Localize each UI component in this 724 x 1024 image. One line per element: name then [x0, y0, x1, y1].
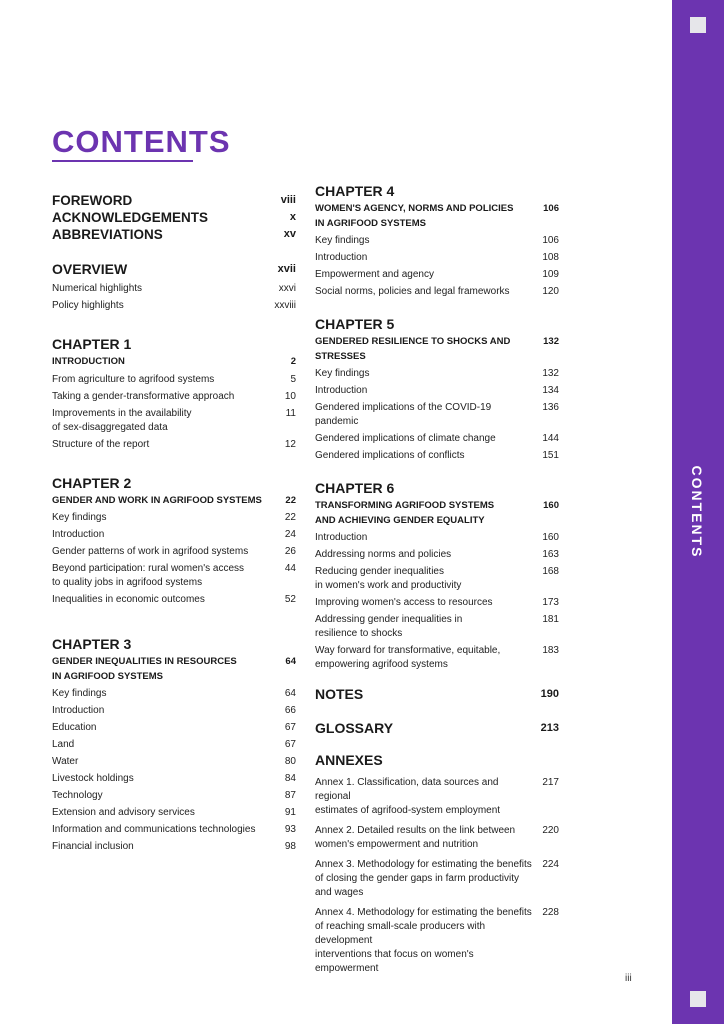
chapter-3-list: [52, 687, 296, 854]
toc-item[interactable]: [315, 824, 559, 852]
chapter-1-label: CHAPTER 1: [52, 336, 132, 352]
chapter-6-title-row[interactable]: [315, 499, 559, 528]
item-title: Gendered implications of climate change: [315, 433, 496, 444]
item-page: xxvi: [278, 283, 296, 294]
item-page: 183: [542, 645, 559, 656]
toc-item[interactable]: [52, 407, 296, 435]
toc-item[interactable]: [52, 562, 296, 590]
sidebar-label: CONTENTS: [689, 465, 705, 559]
section-title: OVERVIEW: [52, 261, 128, 277]
item-page: 134: [542, 385, 559, 396]
item-page: 160: [542, 532, 559, 543]
item-title: Key findings: [52, 688, 107, 699]
entry-page: xv: [283, 228, 296, 240]
item-page: 22: [284, 512, 296, 523]
toc-item[interactable]: [52, 823, 296, 837]
item-title: Reducing gender inequalities in women's work and productivity: [315, 566, 462, 591]
section-page: 190: [540, 688, 559, 700]
chapter-2-title-row[interactable]: [52, 494, 296, 509]
entry-title: ACKNOWLEDGEMENTS: [52, 210, 208, 225]
item-title: Livestock holdings: [52, 773, 134, 784]
annex-list: [315, 776, 559, 976]
chapter-4-label: CHAPTER 4: [315, 183, 395, 199]
chapter-title: GENDERED RESILIENCE TO SHOCKS AND STRESSES: [315, 336, 511, 362]
item-title: Improvements in the availability of sex-disaggregated data: [52, 407, 192, 433]
section-page: xvii: [277, 263, 296, 275]
toc-item[interactable]: [52, 755, 296, 769]
item-title: Introduction: [52, 529, 105, 540]
item-page: 98: [284, 841, 296, 852]
toc-item[interactable]: [315, 596, 559, 610]
toc-item[interactable]: [315, 432, 559, 446]
toc-item[interactable]: [315, 565, 559, 593]
entry-page: viii: [280, 194, 296, 206]
item-title: Introduction: [315, 252, 368, 263]
item-title: Beyond participation: rural women's access to quality jobs in agrifood systems: [52, 563, 245, 588]
toc-item[interactable]: [315, 384, 559, 398]
toc-item[interactable]: [315, 251, 559, 265]
item-page: 67: [284, 739, 296, 750]
item-title: Annex 2. Detailed results on the link between women's empowerment and nutrition: [315, 825, 516, 850]
toc-entry-acknowledgements[interactable]: [52, 209, 296, 226]
toc-entry-abbreviations[interactable]: [52, 226, 296, 243]
item-title: Way forward for transformative, equitable, empowering agrifood systems: [315, 645, 501, 670]
item-title: Financial inclusion: [52, 841, 134, 852]
item-title: Technology: [52, 790, 103, 801]
item-page: 217: [542, 777, 559, 788]
toc-right-column: [315, 182, 559, 976]
section-page: 213: [540, 722, 559, 734]
toc-item[interactable]: [52, 593, 296, 607]
chapter-3-label: CHAPTER 3: [52, 636, 132, 652]
entry-page: x: [289, 211, 296, 223]
toc-item[interactable]: [315, 449, 559, 463]
chapter-page: 64: [285, 656, 296, 667]
toc-item[interactable]: [315, 858, 559, 900]
item-title: Empowerment and agency: [315, 269, 434, 280]
item-page: 24: [284, 529, 296, 540]
item-page: 173: [542, 597, 559, 608]
page-title: CONTENTS: [52, 124, 231, 159]
item-page: 151: [542, 450, 559, 461]
item-page: 228: [542, 907, 559, 918]
item-page: 106: [542, 235, 559, 246]
chapter-page: 132: [543, 336, 559, 347]
item-page: 168: [542, 566, 559, 577]
toc-item[interactable]: [52, 299, 296, 313]
item-title: Inequalities in economic outcomes: [52, 594, 205, 605]
item-page: 93: [284, 824, 296, 835]
toc-item[interactable]: [315, 613, 559, 641]
section-title: ANNEXES: [315, 752, 383, 768]
toc-item[interactable]: [52, 789, 296, 803]
toc-item[interactable]: [52, 528, 296, 542]
item-page: 132: [542, 368, 559, 379]
chapter-2-list: [52, 511, 296, 607]
item-page: 67: [284, 722, 296, 733]
chapter-page: 160: [543, 500, 559, 511]
toc-item[interactable]: [52, 687, 296, 701]
item-page: 10: [284, 390, 296, 402]
item-page: 220: [542, 825, 559, 836]
overview-list: [52, 282, 296, 313]
chapter-5-label: CHAPTER 5: [315, 316, 395, 332]
item-title: From agriculture to agrifood systems: [52, 373, 215, 385]
toc-item[interactable]: [52, 840, 296, 854]
toc-item[interactable]: [52, 738, 296, 752]
item-title: Gendered implications of conflicts: [315, 450, 465, 461]
chapter-2-label: CHAPTER 2: [52, 474, 132, 491]
item-title: Key findings: [315, 235, 370, 246]
toc-item[interactable]: [52, 545, 296, 559]
toc-item[interactable]: [315, 548, 559, 562]
item-title: Gender patterns of work in agrifood systems: [52, 546, 249, 557]
item-page: 64: [284, 688, 296, 699]
item-page: 84: [284, 773, 296, 784]
item-page: 52: [284, 594, 296, 605]
toc-section-annexes[interactable]: [315, 750, 559, 770]
toc-section-overview[interactable]: [52, 259, 296, 279]
chapter-page: 22: [285, 494, 296, 506]
item-title: Taking a gender-transformative approach: [52, 390, 235, 402]
item-page: 109: [542, 269, 559, 280]
item-page: 91: [284, 807, 296, 818]
toc-item[interactable]: [52, 282, 296, 296]
toc-entry-foreword[interactable]: [52, 192, 296, 209]
item-title: Key findings: [52, 512, 107, 523]
chapter-3-title-row[interactable]: [52, 655, 296, 684]
item-title: Introduction: [315, 385, 368, 396]
chapter-5-list: [315, 367, 559, 463]
chapter-page: 106: [543, 203, 559, 214]
toc-section-glossary[interactable]: [315, 718, 559, 738]
item-page: 163: [542, 549, 559, 560]
chapter-4-list: [315, 234, 559, 299]
entry-title: ABBREVIATIONS: [52, 227, 163, 242]
item-title: Policy highlights: [52, 300, 124, 311]
toc-item[interactable]: [52, 373, 296, 387]
item-title: Social norms, policies and legal frameworks: [315, 286, 510, 297]
item-title: Key findings: [315, 368, 370, 379]
item-page: 87: [284, 790, 296, 801]
chapter-5-title-row[interactable]: [315, 335, 559, 364]
chapter-6-list: [315, 531, 559, 672]
page-number: iii: [625, 973, 632, 984]
toc-item[interactable]: [52, 390, 296, 404]
chapter-title: WOMEN'S AGENCY, NORMS AND POLICIES IN AGRIFOOD SYSTEMS: [315, 203, 514, 229]
item-title: Annex 1. Classification, data sources and regional estimates of agrifood-system employment: [315, 777, 501, 816]
item-title: Extension and advisory services: [52, 807, 195, 818]
item-title: Gendered implications of the COVID-19 pandemic: [315, 402, 492, 427]
corner-square-bottom: [690, 991, 706, 1007]
item-page: 11: [285, 407, 296, 419]
chapter-1-title-row[interactable]: [52, 355, 296, 370]
toc-item[interactable]: [315, 401, 559, 429]
item-title: Water: [52, 756, 79, 767]
item-page: 120: [542, 286, 559, 297]
item-title: Addressing norms and policies: [315, 549, 452, 560]
item-title: Information and communications technologies: [52, 824, 256, 835]
toc-item[interactable]: [52, 721, 296, 735]
chapter-title: INTRODUCTION: [52, 356, 125, 367]
toc-item[interactable]: [315, 367, 559, 381]
item-title: Improving women's access to resources: [315, 597, 493, 608]
chapter-page: 2: [290, 356, 296, 367]
item-page: 66: [284, 705, 296, 716]
toc-item[interactable]: [52, 806, 296, 820]
toc-item[interactable]: [315, 285, 559, 299]
section-title: NOTES: [315, 686, 364, 702]
item-page: 136: [542, 402, 559, 413]
item-title: Structure of the report: [52, 438, 150, 450]
toc-item[interactable]: [52, 511, 296, 525]
title-underline: [52, 160, 193, 162]
item-page: 144: [542, 433, 559, 444]
item-page: 80: [284, 756, 296, 767]
chapter-title: TRANSFORMING AGRIFOOD SYSTEMS AND ACHIEVING GENDER EQUALITY: [315, 500, 495, 526]
item-page: 224: [542, 859, 559, 870]
item-page: 26: [284, 546, 296, 557]
item-page: 181: [542, 614, 559, 625]
toc-item[interactable]: [315, 268, 559, 282]
corner-square-top: [690, 17, 706, 33]
item-page: xxviii: [274, 300, 296, 311]
item-page: 12: [284, 438, 296, 450]
item-page: 44: [284, 563, 296, 574]
chapter-title: GENDER INEQUALITIES IN RESOURCES IN AGRIFOOD SYSTEMS: [52, 656, 237, 682]
toc-item[interactable]: [315, 906, 559, 976]
item-page: 108: [542, 252, 559, 263]
item-title: Annex 4. Methodology for estimating the benefits of reaching small-scale producers with development interventions that focus on women's empowerment: [315, 907, 532, 974]
entry-title: FOREWORD: [52, 193, 133, 208]
chapter-title: GENDER AND WORK IN AGRIFOOD SYSTEMS: [52, 494, 262, 506]
chapter-4-title-row[interactable]: [315, 202, 559, 231]
item-page: 5: [290, 373, 296, 385]
item-title: Annex 3. Methodology for estimating the benefits of closing the gender gaps in farm productivity and wages: [315, 859, 532, 898]
chapter-6-label: CHAPTER 6: [315, 480, 395, 496]
toc-item[interactable]: [315, 644, 559, 672]
item-title: Education: [52, 722, 97, 733]
toc-item[interactable]: [52, 704, 296, 718]
chapter-1-list: [52, 373, 296, 452]
toc-item[interactable]: [315, 234, 559, 248]
item-title: Numerical highlights: [52, 283, 143, 294]
item-title: Addressing gender inequalities in resilience to shocks: [315, 614, 463, 639]
toc-section-notes[interactable]: [315, 684, 559, 704]
item-title: Land: [52, 739, 75, 750]
toc-item[interactable]: [52, 438, 296, 452]
item-title: Introduction: [52, 705, 105, 716]
toc-left-column: [52, 192, 296, 854]
toc-item[interactable]: [315, 776, 559, 818]
toc-item[interactable]: [52, 772, 296, 786]
toc-item[interactable]: [315, 531, 559, 545]
section-title: GLOSSARY: [315, 720, 394, 736]
item-title: Introduction: [315, 532, 368, 543]
